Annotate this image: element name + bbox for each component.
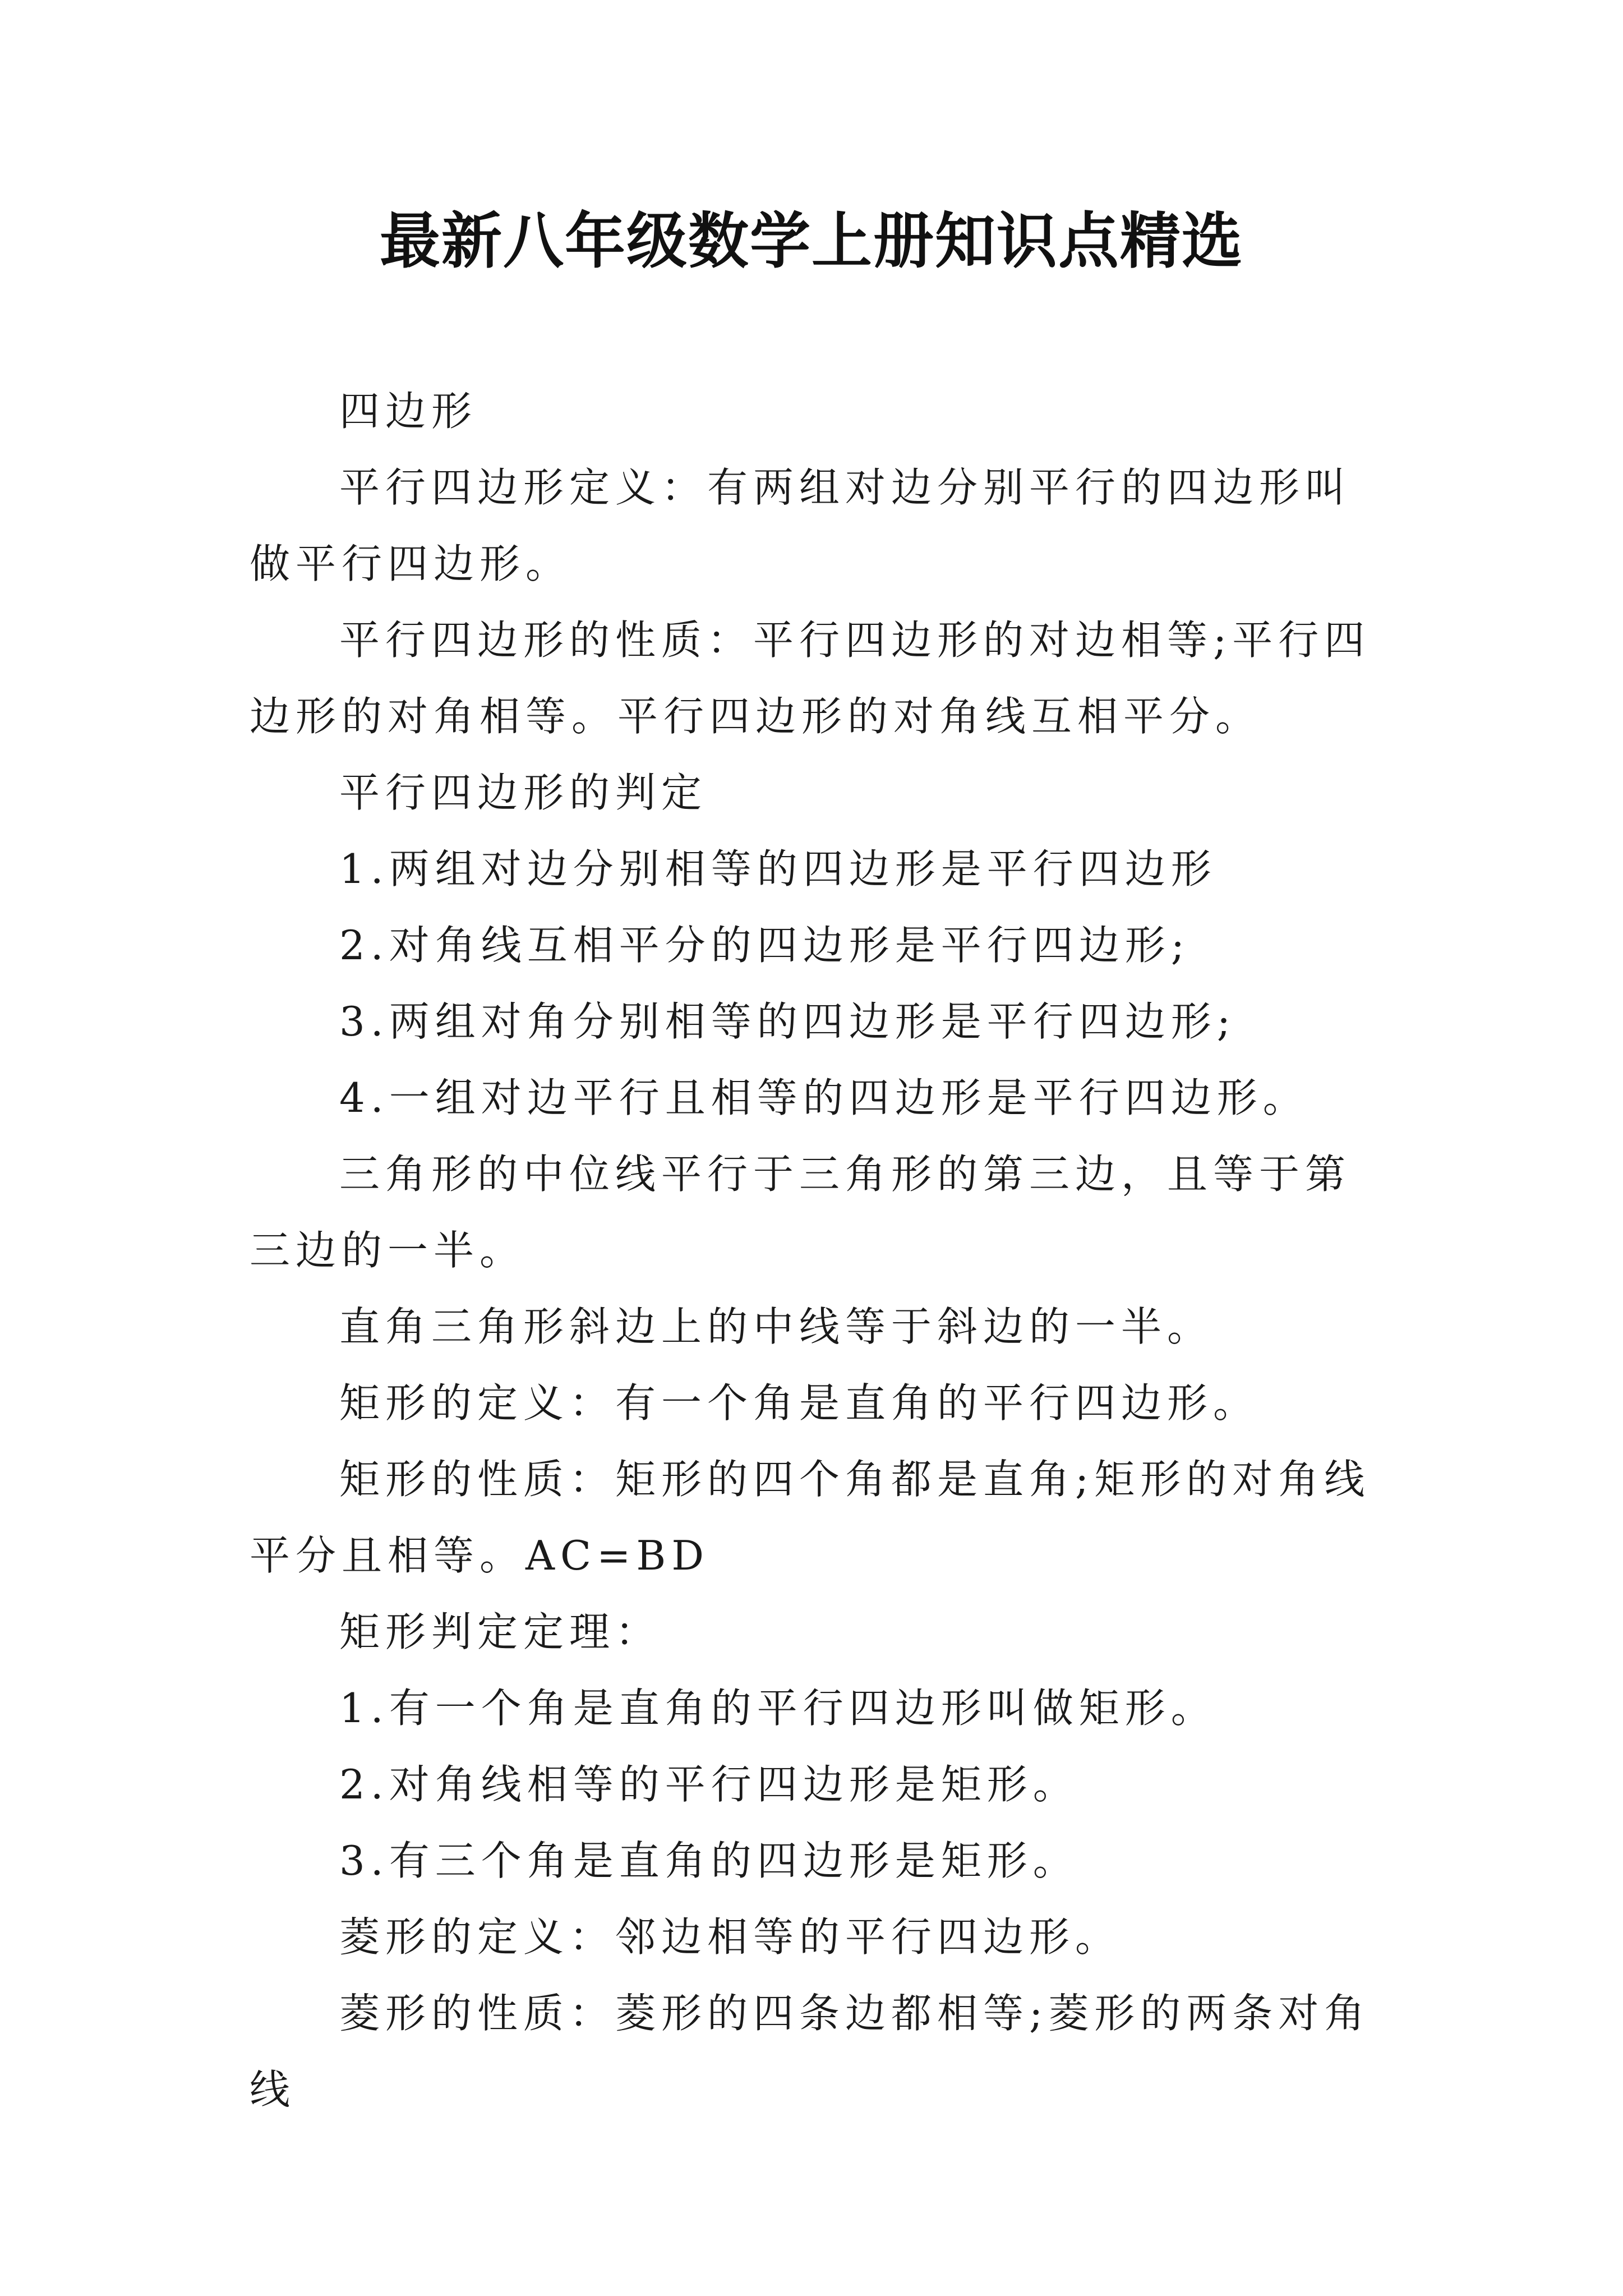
- paragraph: 平行四边形的判定: [339, 769, 708, 816]
- paragraph: 平行四边形的性质：平行四边形的对边相等;平行四边形的对角相等。平行四边形的对角线互相平分。: [250, 616, 1371, 740]
- paragraph: 矩形的性质：矩形的四个角都是直角;矩形的对角线平分且相等。AC=BD: [250, 1456, 1371, 1579]
- paragraph: 矩形的定义：有一个角是直角的平行四边形。: [339, 1379, 1260, 1427]
- document-title: 最新八年级数学上册知识点精选: [379, 206, 1243, 277]
- paragraph: 2.对角线相等的平行四边形是矩形。: [339, 1761, 1079, 1808]
- paragraph: 菱形的性质：菱形的四条边都相等;菱形的两条对角线: [250, 1990, 1371, 2113]
- paragraph: 直角三角形斜边上的中线等于斜边的一半。: [339, 1303, 1214, 1350]
- paragraph: 三角形的中位线平行于三角形的第三边，且等于第三边的一半。: [250, 1151, 1352, 1274]
- document-body: [250, 373, 1391, 2128]
- paragraph: 3.两组对角分别相等的四边形是平行四边形;: [339, 998, 1236, 1045]
- paragraph: 2.对角线互相平分的四边形是平行四边形;: [339, 922, 1190, 969]
- paragraph: 平行四边形定义：有两组对边分别平行的四边形叫做平行四边形。: [250, 464, 1352, 587]
- paragraph: 矩形判定定理：: [339, 1608, 662, 1655]
- paragraph: 4.一组对边平行且相等的四边形是平行四边形。: [339, 1074, 1309, 1121]
- paragraph: 菱形的定义：邻边相等的平行四边形。: [339, 1913, 1122, 1961]
- paragraph: 1.两组对边分别相等的四边形是平行四边形: [339, 845, 1217, 892]
- paragraph: 四边形: [339, 388, 478, 435]
- paragraph: 3.有三个角是直角的四边形是矩形。: [339, 1837, 1079, 1884]
- paragraph: 1.有一个角是直角的平行四边形叫做矩形。: [339, 1685, 1217, 1732]
